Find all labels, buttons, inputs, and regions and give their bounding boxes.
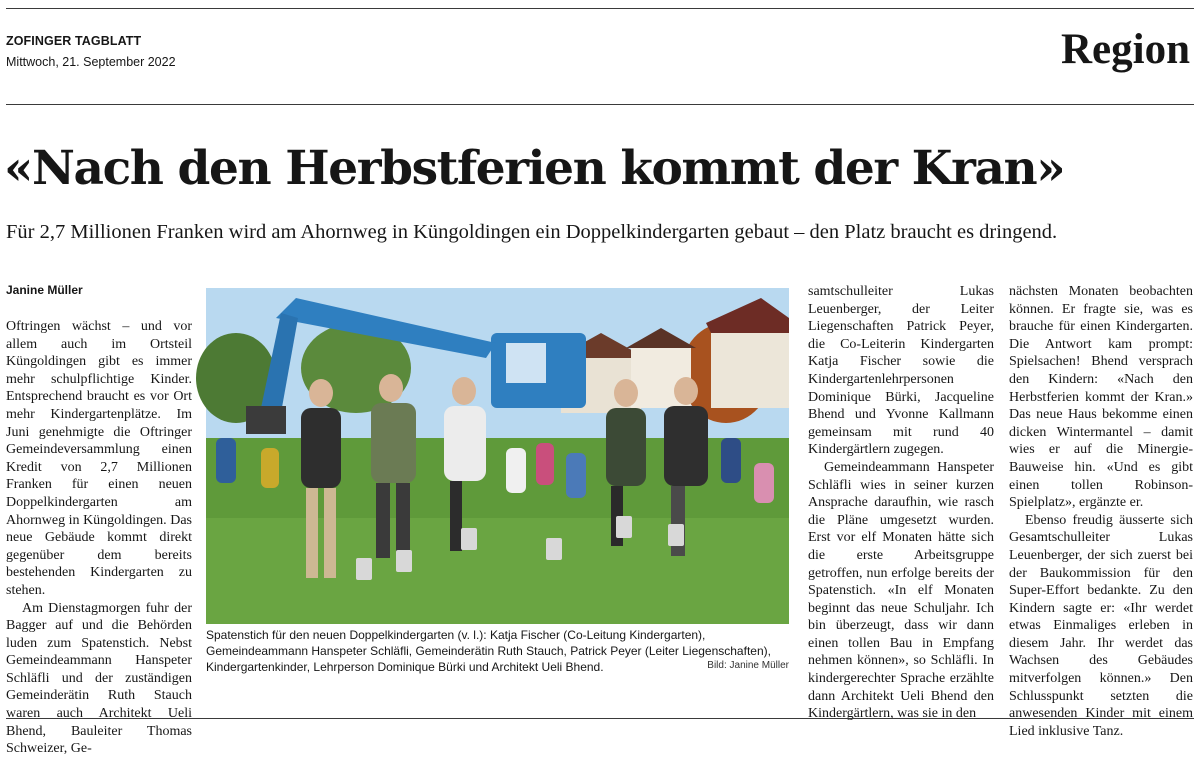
- article-paragraph: Gemeindeammann Hanspeter Schläfli wies in seiner kurzen Ansprache daraufhin, wie rasch die Pläne umgesetzt wurden. Erst vor elf Monaten hätte sich die erste Arbeitsgruppe getroffen, nun erfolge bereits der Spatenstich. «In elf Monaten beginnt das neue Schuljahr. Ich bin überzeugt, dass wir dann einen tollen Bau in Empfang nehmen können», so Schläfli. In kindergerechter Sprache erzählte dann Architekt Ueli Bhend den Kindergärtlern, was sie in den: [808, 459, 994, 722]
- article-paragraph: Am Dienstagmorgen fuhr der Bagger auf und die Behörden luden zum Spatenstich. Nebst Gemeindeammann Hanspeter Schläfli und der zuständigen Gemeinderätin Ruth Stauch waren auch Architekt Ueli Bhend, Bauleiter Thomas Schweizer, Ge-: [6, 600, 192, 757]
- article-column-2: [808, 283, 994, 723]
- photo-caption: Spatenstich für den neuen Doppelkindergarten (v. l.): Katja Fischer (Co-Leitung Kindergarten), Gemeindeammann Hanspeter Schläfli, Gemeinderätin Ruth Stauch, Patrick Peyer (Leiter Liegenschaften), Kindergartenkinder, Lehrperson Dominique Bürki und Architekt Ueli Bhend.: [206, 628, 771, 674]
- article-photo: [206, 288, 789, 624]
- article-paragraph: Oftringen wächst – und vor allem auch im Ortsteil Küngoldingen gibt es immer mehr schulpflichtige Kinder. Entsprechend braucht es vor Ort mehr Kindergartenplätze. Im Juni genehmigte die Oftringer Gemeindeversammlung einen Kredit von 2,7 Millionen Franken für einen neuen Doppelkindergarten am Ahornweg in Küngoldingen. Das neue Gebäude kommt direkt gegenüber dem bereits bestehenden Kindergarten zu stehen.: [6, 319, 192, 598]
- article-paragraph: samtschulleiter Lukas Leuenberger, der Leiter Liegenschaften Patrick Peyer, die Co-Leiterin Kindergarten Katja Fischer sowie die Kindergartenlehrpersonen Dominique Bürki, Jacqueline Bhend und Yvonne Kallmann gemeinsam mit rund 40 Kindergärtlern zugegen.: [808, 284, 994, 458]
- photo-groundbreaking-scene: [206, 288, 789, 624]
- masthead-rule: [6, 104, 1194, 105]
- issue-date: Mittwoch, 21. September 2022: [6, 55, 176, 69]
- article-paragraph: nächsten Monaten beobachten können. Er fragte sie, was es brauche für einen Kindergarten. Die Antwort kam prompt: Spielsachen! Bhend versprach den Kindern: «Nach den Herbstferien kommt der Kran.» Das neue Haus bekomme einen dicken Wintermantel – damit wies er auf die Minergie-Bauweise hin. «Und es gibt einen tollen Robinson-Spielplatz», ergänzte er.: [1009, 284, 1193, 511]
- article-paragraph: Ebenso freudig äusserte sich Gesamtschulleiter Lukas Leuenberger, der sich zuerst bei der Baukommission für den Super-Effort bedankte. Zu den Kindern sagte er: «Ihr werdet etwas Einmaliges erleben in diesem Jahr. Ihr werdet das Wachsen des Gebäudes mitverfolgen können.» Den Schlusspunkt setzten die anwesenden Kinder mit einem Lied inklusive Tanz.: [1009, 512, 1193, 739]
- article-subtitle: Für 2,7 Millionen Franken wird am Ahornweg in Küngoldingen ein Doppelkindergarten gebaut – den Platz braucht es dringend.: [6, 221, 1058, 243]
- article-column-1: [6, 318, 192, 758]
- newspaper-name: ZOFINGER TAGBLATT: [6, 34, 142, 48]
- article-headline: «Nach den Herbstferien kommt der Kran»: [4, 141, 1065, 196]
- bottom-rule: [6, 718, 1194, 719]
- article-column-3: [1009, 283, 1193, 740]
- article-author: Janine Müller: [6, 283, 83, 297]
- section-title: Region: [1061, 26, 1190, 73]
- top-rule: [6, 8, 1194, 9]
- photo-credit: Bild: Janine Müller: [707, 660, 789, 671]
